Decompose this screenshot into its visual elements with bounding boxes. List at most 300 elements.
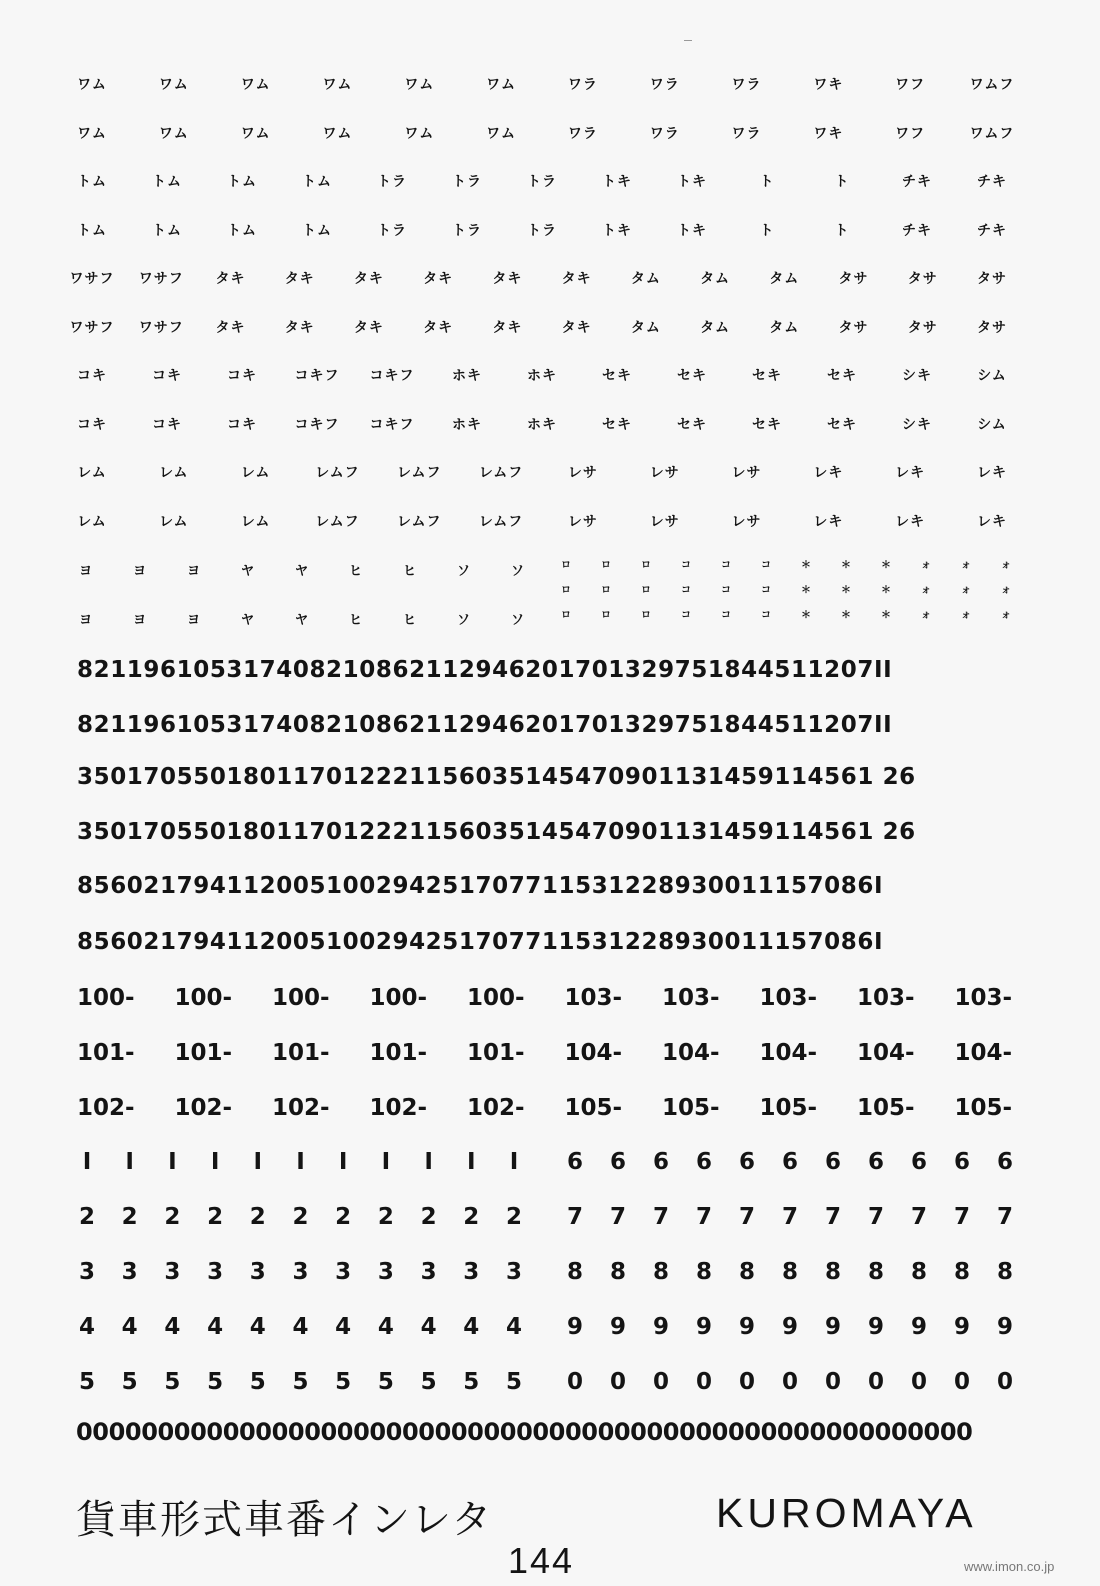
small-kana-label: ヒ	[348, 613, 363, 628]
kana-label: レサ	[731, 465, 762, 481]
kana-label: レキ	[895, 465, 926, 481]
prefix-label: 101-	[77, 1040, 135, 1066]
prefix-label: 102-	[369, 1095, 428, 1121]
prefix-label: 102-	[174, 1095, 233, 1121]
digit-left: 5	[420, 1369, 437, 1395]
kana-label: タキ	[492, 271, 523, 287]
small-kana-label: ソ	[456, 613, 471, 628]
kana-label: ワラ	[649, 125, 680, 142]
small-kana-label: ヨ	[132, 613, 147, 628]
kana-label: レムフ	[315, 513, 360, 530]
digit-left: 3	[121, 1259, 138, 1285]
kana-label: ワム	[240, 125, 271, 142]
digit-right: 6	[609, 1149, 626, 1175]
digit-left: 2	[164, 1204, 181, 1230]
kana-label: トラ	[527, 222, 557, 239]
small-kana-label: ヨ	[78, 564, 93, 579]
product-number: 144	[508, 1540, 575, 1581]
digit-left: I	[125, 1149, 134, 1175]
kana-label: コキフ	[294, 368, 340, 384]
prefix-label: 104-	[662, 1040, 720, 1066]
kana-label: ワム	[486, 77, 517, 93]
digit-right: 6	[824, 1149, 841, 1175]
kana-label: ワキ	[813, 125, 844, 142]
kana-label: トキ	[602, 174, 632, 190]
kana-label: ワフ	[895, 77, 926, 93]
symbol-mark: ＊	[881, 560, 891, 571]
brand-name: KUROMAYA	[716, 1490, 977, 1536]
kana-label: タキ	[492, 319, 523, 336]
digit-right: 8	[824, 1259, 841, 1285]
digit-left: 2	[335, 1204, 352, 1230]
digit-right: 0	[996, 1369, 1013, 1395]
kana-label: トム	[302, 222, 332, 239]
digit-left: I	[296, 1149, 305, 1175]
digit-left: 3	[420, 1259, 437, 1285]
digit-right: 6	[566, 1149, 583, 1175]
symbol-mark: ロ	[561, 560, 571, 571]
kana-label: レムフ	[478, 513, 524, 530]
small-kana-label: ヤ	[294, 613, 309, 628]
symbol-mark: ロ	[641, 610, 651, 621]
number-line: 856021794112005100294251707711531228930011157086I	[77, 929, 884, 955]
kana-label: ホキ	[527, 368, 557, 384]
prefix-label: 104-	[954, 1040, 1013, 1066]
digit-right: 0	[738, 1369, 755, 1395]
digit-left: 4	[78, 1314, 95, 1340]
digit-left: 4	[377, 1314, 394, 1340]
kana-label: ト	[834, 222, 850, 239]
kana-label: レサ	[649, 465, 680, 481]
symbol-mark: ロ	[601, 585, 611, 596]
prefix-label: 103-	[564, 985, 623, 1011]
number-line: 856021794112005100294251707711531228930011157086I	[77, 873, 884, 899]
kana-label: コキフ	[369, 368, 415, 384]
digit-right: 9	[695, 1314, 712, 1340]
kana-label: トラ	[452, 222, 482, 239]
symbol-mark: ロ	[561, 585, 571, 596]
kana-label: シキ	[902, 368, 932, 384]
digit-row	[72, 1259, 1032, 1289]
kana-label: トム	[77, 174, 107, 190]
kana-label: トム	[77, 222, 107, 239]
symbol-mark: ォ	[1001, 585, 1011, 596]
symbol-mark: ＊	[801, 610, 811, 621]
digit-right: 8	[781, 1259, 798, 1285]
symbol-mark: コ	[721, 585, 731, 596]
digit-right: 9	[867, 1314, 884, 1340]
symbol-mark: ォ	[921, 560, 931, 571]
digit-right: 8	[953, 1259, 970, 1285]
digit-left: 5	[164, 1369, 181, 1395]
kana-label: ワムフ	[969, 77, 1015, 93]
site-url: www.imon.co.jp	[964, 1559, 1055, 1574]
kana-label: セキ	[677, 416, 707, 433]
kana-label: セキ	[752, 416, 782, 433]
kana-row	[69, 268, 1032, 298]
digit-left: 4	[164, 1314, 181, 1340]
symbol-mark: コ	[761, 560, 771, 571]
prefix-label: 100-	[467, 985, 525, 1011]
digit-right: 6	[781, 1149, 798, 1175]
digit-right: 0	[781, 1369, 798, 1395]
kana-label: ト	[759, 222, 775, 239]
kana-label: コキ	[227, 416, 257, 433]
small-kana-label: ヨ	[186, 613, 201, 628]
digit-right: 6	[652, 1149, 669, 1175]
digit-right: 6	[910, 1149, 927, 1175]
symbol-mark: ォ	[921, 610, 931, 621]
kana-label: セキ	[602, 416, 632, 433]
symbol-mark: コ	[681, 560, 691, 571]
kana-label: タキ	[423, 319, 454, 336]
small-kana-label: ヨ	[132, 564, 147, 579]
kana-label: ホキ	[527, 416, 557, 433]
kana-label: コキ	[152, 368, 182, 384]
kana-label: タキ	[353, 271, 384, 287]
kana-label: シム	[977, 368, 1007, 384]
kana-label: ワム	[404, 77, 435, 93]
digit-left: I	[168, 1149, 177, 1175]
prefix-label: 102-	[77, 1095, 135, 1121]
digit-left: 3	[377, 1259, 394, 1285]
kana-label: タキ	[423, 271, 454, 287]
digit-left: 3	[505, 1259, 522, 1285]
prefix-label: 103-	[954, 985, 1013, 1011]
prefix-label: 100-	[77, 985, 135, 1011]
kana-label: トラ	[377, 174, 407, 190]
kana-label: レサ	[649, 513, 680, 530]
kana-label: タキ	[561, 319, 592, 336]
kana-label: トラ	[377, 222, 407, 239]
kana-label: チキ	[902, 174, 932, 190]
small-kana-label: ヒ	[402, 564, 417, 579]
kana-label: ワム	[77, 77, 107, 93]
digit-right: 0	[824, 1369, 841, 1395]
kana-row	[72, 171, 1032, 201]
kana-label: ワム	[158, 125, 189, 142]
kana-label: レムフ	[397, 465, 442, 481]
digit-right: 9	[953, 1314, 970, 1340]
kana-label: レムフ	[478, 465, 524, 481]
kana-label: ワサフ	[138, 319, 184, 336]
symbol-mark: ＊	[841, 560, 851, 571]
digit-right: 8	[566, 1259, 583, 1285]
kana-label: タム	[630, 271, 661, 287]
digit-left: I	[338, 1149, 348, 1175]
kana-label: コキフ	[369, 416, 415, 433]
kana-label: ワサフ	[69, 271, 115, 287]
kana-label: ワム	[486, 125, 517, 142]
kana-label: コキ	[227, 368, 257, 384]
kana-label: レム	[240, 513, 271, 530]
digit-left: 3	[164, 1259, 181, 1285]
small-kana-label: ソ	[510, 613, 525, 628]
digit-left: 5	[377, 1369, 394, 1395]
kana-label: トム	[227, 174, 257, 190]
kana-label: レム	[240, 465, 271, 481]
digit-left: 4	[207, 1314, 224, 1340]
digit-right: 8	[910, 1259, 927, 1285]
kana-label: ト	[834, 174, 850, 190]
prefix-label: 105-	[564, 1095, 623, 1121]
digit-left: 5	[78, 1369, 95, 1395]
digit-left: 2	[121, 1204, 138, 1230]
kana-label: レキ	[977, 465, 1007, 481]
digit-left: 5	[121, 1369, 138, 1395]
digit-left: 4	[292, 1314, 309, 1340]
digit-left: 5	[463, 1369, 480, 1395]
kana-label: タサ	[907, 271, 938, 287]
kana-row	[69, 317, 1032, 347]
kana-row	[72, 74, 1032, 104]
kana-label: タキ	[284, 319, 315, 336]
kana-label: トム	[302, 174, 332, 190]
digit-left: I	[82, 1149, 92, 1175]
kana-label: チキ	[902, 222, 932, 239]
small-kana-label: ヨ	[186, 564, 201, 579]
prefix-label: 101-	[467, 1040, 525, 1066]
digit-left: I	[210, 1149, 220, 1175]
kana-label: ト	[759, 174, 775, 190]
digit-left: I	[509, 1149, 519, 1175]
prefix-label: 100-	[272, 985, 330, 1011]
kana-row	[72, 511, 1032, 541]
kana-label: レム	[77, 465, 107, 481]
kana-label: ワム	[404, 125, 435, 142]
prefix-label: 103-	[662, 985, 720, 1011]
digit-right: 9	[652, 1314, 669, 1340]
digit-right: 0	[867, 1369, 884, 1395]
small-kana-label: ヒ	[402, 613, 417, 628]
kana-label: コキフ	[294, 416, 340, 433]
kana-label: ワラ	[731, 77, 762, 93]
symbol-mark: コ	[761, 585, 771, 596]
kana-label: タキ	[561, 271, 592, 287]
symbol-mark: コ	[761, 610, 771, 621]
kana-label: タム	[700, 271, 731, 287]
symbol-mark: ＊	[801, 560, 811, 571]
kana-row	[72, 123, 1032, 153]
digit-left: 5	[335, 1369, 352, 1395]
kana-label: トム	[227, 222, 257, 239]
kana-label: セキ	[677, 368, 707, 384]
kana-label: レサ	[731, 513, 762, 530]
digit-right: 7	[566, 1204, 583, 1230]
symbol-mark: ォ	[961, 560, 971, 571]
kana-label: チキ	[977, 222, 1007, 239]
kana-label: ワキ	[813, 77, 844, 93]
digit-left: 4	[335, 1314, 352, 1340]
prefix-label: 104-	[564, 1040, 623, 1066]
kana-label: レサ	[567, 513, 598, 530]
digit-left: I	[424, 1149, 433, 1175]
digit-right: 6	[867, 1149, 884, 1175]
digit-right: 7	[652, 1204, 669, 1230]
kana-label: レキ	[895, 513, 926, 530]
prefix-row	[72, 985, 1032, 1015]
kana-label: タサ	[977, 319, 1007, 336]
digit-left: I	[381, 1149, 391, 1175]
digit-right: 8	[652, 1259, 669, 1285]
prefix-row	[72, 1095, 1032, 1125]
kana-label: レム	[77, 513, 107, 530]
symbol-mark: ロ	[601, 560, 611, 571]
small-kana-label: ヤ	[240, 564, 255, 579]
symbol-mark: ロ	[641, 560, 651, 571]
kana-label: タム	[769, 271, 800, 287]
kana-label: ワム	[322, 77, 353, 93]
symbol-mark: ＊	[841, 585, 851, 596]
prefix-label: 105-	[662, 1095, 720, 1121]
digit-left: 3	[463, 1259, 480, 1285]
kana-label: ワサフ	[69, 319, 115, 336]
kana-label: シム	[977, 416, 1007, 433]
digit-left: I	[253, 1149, 263, 1175]
symbol-mark: ロ	[601, 610, 611, 621]
digit-left: 5	[207, 1369, 224, 1395]
kana-label: トラ	[527, 174, 557, 190]
kana-label: セキ	[827, 368, 857, 384]
digit-left: 4	[463, 1314, 480, 1340]
kana-label: ワム	[77, 125, 107, 142]
digit-left: 2	[505, 1204, 522, 1230]
prefix-label: 102-	[467, 1095, 525, 1121]
kana-label: ワラ	[567, 125, 598, 142]
kana-label: ワサフ	[138, 271, 184, 287]
kana-row	[72, 462, 1032, 492]
small-kana-label: ヤ	[294, 564, 309, 579]
digit-left: 2	[377, 1204, 394, 1230]
digit-right: 8	[738, 1259, 755, 1285]
digit-left: 3	[78, 1259, 95, 1285]
small-kana-label: ヤ	[240, 613, 255, 628]
digit-right: 6	[953, 1149, 970, 1175]
digit-right: 8	[996, 1259, 1013, 1285]
kana-label: ワラ	[567, 77, 598, 93]
kana-label: ワフ	[895, 125, 926, 142]
symbol-mark: コ	[721, 560, 731, 571]
kana-label: チキ	[977, 174, 1007, 190]
kana-label: レム	[159, 513, 189, 530]
kana-label: タキ	[353, 319, 384, 336]
kana-label: タキ	[215, 271, 246, 287]
digit-left: 2	[207, 1204, 224, 1230]
prefix-label: 105-	[759, 1095, 818, 1121]
digit-right: 7	[867, 1204, 884, 1230]
kana-label: タム	[630, 319, 661, 336]
digit-right: 7	[781, 1204, 798, 1230]
number-line: 350170550180117012221156035145470901131459114561 26	[77, 819, 916, 845]
symbol-mark: ＊	[841, 610, 851, 621]
digit-left: 4	[420, 1314, 437, 1340]
kana-label: レム	[159, 465, 189, 481]
prefix-label: 105-	[857, 1095, 915, 1121]
kana-label: ホキ	[452, 368, 482, 384]
prefix-label: 105-	[954, 1095, 1013, 1121]
kana-label: トキ	[677, 222, 707, 239]
prefix-label: 104-	[857, 1040, 915, 1066]
digit-left: 2	[78, 1204, 95, 1230]
digit-right: 9	[738, 1314, 755, 1340]
symbol-mark: ロ	[561, 610, 571, 621]
kana-label: セキ	[602, 368, 632, 384]
small-kana-label: ソ	[510, 564, 525, 579]
symbol-mark: ＊	[801, 585, 811, 596]
digit-left: 2	[463, 1204, 480, 1230]
kana-row	[72, 414, 1032, 444]
prefix-label: 102-	[272, 1095, 330, 1121]
kana-label: ワム	[240, 77, 271, 93]
digit-right: 9	[609, 1314, 626, 1340]
prefix-label: 103-	[759, 985, 818, 1011]
kana-label: レキ	[977, 513, 1007, 530]
kana-label: レムフ	[315, 465, 360, 481]
symbol-mark: コ	[681, 610, 691, 621]
kana-label: タキ	[215, 319, 246, 336]
prefix-label: 103-	[857, 985, 915, 1011]
sheet-title: 貨車形式車番インレタ	[76, 1497, 494, 1543]
digit-left: 4	[249, 1314, 266, 1340]
digit-right: 9	[910, 1314, 927, 1340]
digit-left: 5	[249, 1369, 266, 1395]
digit-right: 6	[695, 1149, 712, 1175]
digit-right: 6	[738, 1149, 755, 1175]
kana-label: レキ	[813, 465, 844, 481]
digit-left: 5	[292, 1369, 309, 1395]
prefix-label: 104-	[759, 1040, 818, 1066]
digit-right: 7	[910, 1204, 927, 1230]
symbol-mark: ォ	[921, 585, 931, 596]
digit-right: 9	[781, 1314, 798, 1340]
symbol-mark: コ	[681, 585, 691, 596]
kana-label: タサ	[977, 271, 1007, 287]
number-line: 821196105317408210862112946201701329751844511207II	[77, 712, 893, 738]
kana-label: コキ	[77, 368, 107, 384]
digit-right: 0	[953, 1369, 970, 1395]
digit-right: 7	[953, 1204, 970, 1230]
digit-right: 6	[996, 1149, 1013, 1175]
kana-label: タサ	[907, 319, 938, 336]
kana-label: タム	[769, 319, 800, 336]
kana-label: コキ	[152, 416, 182, 433]
digit-left: 3	[335, 1259, 352, 1285]
digit-right: 9	[996, 1314, 1013, 1340]
digit-right: 8	[609, 1259, 626, 1285]
symbol-mark: ォ	[961, 585, 971, 596]
digit-right: 0	[910, 1369, 927, 1395]
registration-mark	[684, 40, 692, 41]
symbol-mark: ォ	[1001, 560, 1011, 571]
digit-right: 9	[566, 1314, 583, 1340]
digit-left: 5	[505, 1369, 522, 1395]
kana-label: トキ	[677, 174, 707, 190]
digit-right: 7	[609, 1204, 626, 1230]
kana-label: ワラ	[731, 125, 762, 142]
prefix-label: 101-	[272, 1040, 330, 1066]
digit-left: 3	[292, 1259, 309, 1285]
prefix-label: 100-	[174, 985, 233, 1011]
digit-left: 4	[505, 1314, 522, 1340]
digit-left: 3	[207, 1259, 224, 1285]
kana-label: セキ	[827, 416, 857, 433]
kana-label: タキ	[284, 271, 315, 287]
kana-label: コキ	[77, 416, 107, 433]
digit-right: 0	[609, 1369, 626, 1395]
digit-right: 9	[824, 1314, 841, 1340]
kana-label: ワムフ	[969, 125, 1015, 142]
kana-label: トム	[152, 174, 182, 190]
